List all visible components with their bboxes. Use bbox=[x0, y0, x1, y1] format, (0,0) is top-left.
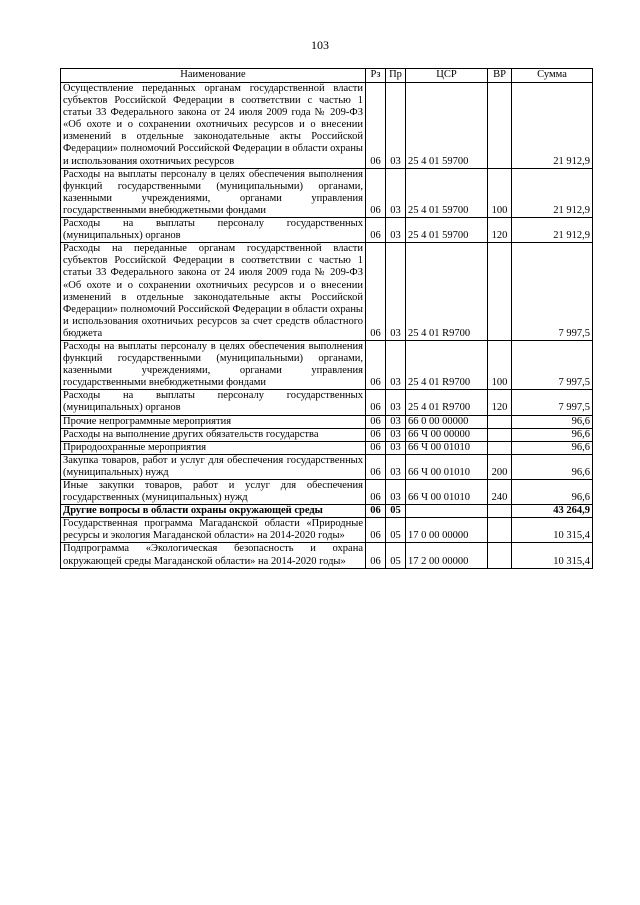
cell-rz: 06 bbox=[366, 168, 386, 217]
cell-rz: 06 bbox=[366, 480, 386, 505]
header-csr: ЦСР bbox=[406, 69, 488, 83]
cell-pr: 03 bbox=[386, 243, 406, 341]
cell-pr: 03 bbox=[386, 441, 406, 454]
cell-csr: 25 4 01 59700 bbox=[406, 218, 488, 243]
table-row bbox=[61, 340, 593, 389]
cell-vr: 100 bbox=[488, 340, 512, 389]
cell-rz: 06 bbox=[366, 518, 386, 543]
cell-name: Государственная программа Магаданской области «Природные ресурсы и экология Магаданской области» на 2014-2020 годы» bbox=[61, 518, 366, 543]
cell-sum: 96,6 bbox=[512, 480, 593, 505]
cell-csr: 66 Ч 00 00000 bbox=[406, 428, 488, 441]
cell-vr: 200 bbox=[488, 454, 512, 479]
cell-csr: 25 4 01 R9700 bbox=[406, 243, 488, 341]
cell-pr: 03 bbox=[386, 83, 406, 169]
cell-sum: 21 912,9 bbox=[512, 218, 593, 243]
header-pr: Пр bbox=[386, 69, 406, 83]
cell-sum: 21 912,9 bbox=[512, 83, 593, 169]
cell-name: Расходы на выплаты персоналу государственных (муниципальных) органов bbox=[61, 218, 366, 243]
cell-csr: 25 4 01 R9700 bbox=[406, 390, 488, 415]
cell-name: Расходы на переданные органам государственной власти субъектов Российской Федерации в соответствии с частью 1 статьи 33 Федерального закона от 24 июля 2009 года № 209-ФЗ «Об охоте и о сохранении охотничьих ресурсов и о внесении изменений в отдельные законодательные акты Российской Федерации» полномочий Российской Федерации в области охраны и использования охотничьих ресурсов за счет средств областного бюджета bbox=[61, 243, 366, 341]
cell-vr bbox=[488, 243, 512, 341]
cell-rz: 06 bbox=[366, 83, 386, 169]
header-vr: ВР bbox=[488, 69, 512, 83]
table-row bbox=[61, 543, 593, 568]
cell-sum: 21 912,9 bbox=[512, 168, 593, 217]
cell-rz: 06 bbox=[366, 441, 386, 454]
cell-vr: 240 bbox=[488, 480, 512, 505]
cell-name: Прочие непрограммные мероприятия bbox=[61, 415, 366, 428]
table-row bbox=[61, 441, 593, 454]
cell-pr: 05 bbox=[386, 518, 406, 543]
page-number: 103 bbox=[311, 38, 329, 52]
cell-sum: 7 997,5 bbox=[512, 340, 593, 389]
cell-sum: 96,6 bbox=[512, 454, 593, 479]
cell-rz: 06 bbox=[366, 415, 386, 428]
cell-name: Иные закупки товаров, работ и услуг для обеспечения государственных (муниципальных) нужд bbox=[61, 480, 366, 505]
cell-csr: 17 0 00 00000 bbox=[406, 518, 488, 543]
header-rz: Рз bbox=[366, 69, 386, 83]
table-row bbox=[61, 243, 593, 341]
budget-table bbox=[60, 68, 593, 569]
cell-sum: 96,6 bbox=[512, 415, 593, 428]
table-row bbox=[61, 505, 593, 518]
cell-sum: 96,6 bbox=[512, 428, 593, 441]
cell-name: Расходы на выполнение других обязательств государства bbox=[61, 428, 366, 441]
cell-vr bbox=[488, 415, 512, 428]
cell-pr: 03 bbox=[386, 415, 406, 428]
cell-csr: 66 Ч 00 01010 bbox=[406, 441, 488, 454]
cell-rz: 06 bbox=[366, 543, 386, 568]
cell-sum: 10 315,4 bbox=[512, 543, 593, 568]
cell-sum: 43 264,9 bbox=[512, 505, 593, 518]
header-name: Наименование bbox=[61, 69, 366, 83]
cell-vr bbox=[488, 83, 512, 169]
cell-rz: 06 bbox=[366, 428, 386, 441]
cell-pr: 03 bbox=[386, 480, 406, 505]
cell-csr: 25 4 01 59700 bbox=[406, 83, 488, 169]
table-row bbox=[61, 83, 593, 169]
cell-name: Расходы на выплаты персоналу государственных (муниципальных) органов bbox=[61, 390, 366, 415]
cell-name: Осуществление переданных органам государственной власти субъектов Российской Федерации в соответствии с частью 1 статьи 33 Федерального закона от 24 июля 2009 года № 209-ФЗ «Об охоте и о сохранении охотничьих ресурсов и о внесении изменений в отдельные законодательные акты Российской Федерации» полномочий Российской Федерации в области охраны и использования охотничьих ресурсов bbox=[61, 83, 366, 169]
cell-name: Природоохранные мероприятия bbox=[61, 441, 366, 454]
cell-pr: 03 bbox=[386, 390, 406, 415]
cell-sum: 10 315,4 bbox=[512, 518, 593, 543]
table-row bbox=[61, 454, 593, 479]
table-header-row bbox=[61, 69, 593, 83]
cell-vr bbox=[488, 428, 512, 441]
cell-name: Расходы на выплаты персоналу в целях обеспечения выполнения функций государственными (муниципальными) органами, казенными учреждениями, органами управления государственными внебюджетными фондами bbox=[61, 168, 366, 217]
cell-pr: 03 bbox=[386, 218, 406, 243]
cell-rz: 06 bbox=[366, 218, 386, 243]
cell-pr: 03 bbox=[386, 454, 406, 479]
cell-sum: 96,6 bbox=[512, 441, 593, 454]
cell-vr: 100 bbox=[488, 168, 512, 217]
cell-csr: 17 2 00 00000 bbox=[406, 543, 488, 568]
cell-pr: 03 bbox=[386, 340, 406, 389]
table-row bbox=[61, 480, 593, 505]
cell-rz: 06 bbox=[366, 340, 386, 389]
cell-sum: 7 997,5 bbox=[512, 390, 593, 415]
table-row bbox=[61, 415, 593, 428]
cell-name: Закупка товаров, работ и услуг для обеспечения государственных (муниципальных) нужд bbox=[61, 454, 366, 479]
cell-vr bbox=[488, 505, 512, 518]
cell-name: Расходы на выплаты персоналу в целях обеспечения выполнения функций государственными (муниципальными) органами, казенными учреждениями, органами управления государственными внебюджетными фондами bbox=[61, 340, 366, 389]
table-row bbox=[61, 428, 593, 441]
table-row bbox=[61, 218, 593, 243]
table-row bbox=[61, 518, 593, 543]
header-sum: Сумма bbox=[512, 69, 593, 83]
cell-csr: 66 Ч 00 01010 bbox=[406, 480, 488, 505]
cell-pr: 05 bbox=[386, 543, 406, 568]
cell-vr: 120 bbox=[488, 390, 512, 415]
cell-pr: 03 bbox=[386, 428, 406, 441]
cell-csr: 25 4 01 R9700 bbox=[406, 340, 488, 389]
cell-csr bbox=[406, 505, 488, 518]
cell-rz: 06 bbox=[366, 454, 386, 479]
cell-vr: 120 bbox=[488, 218, 512, 243]
cell-rz: 06 bbox=[366, 243, 386, 341]
cell-vr bbox=[488, 518, 512, 543]
cell-pr: 03 bbox=[386, 168, 406, 217]
cell-name: Подпрограмма «Экологическая безопасность и охрана окружающей среды Магаданской области» на 2014-2020 годы» bbox=[61, 543, 366, 568]
table-row bbox=[61, 390, 593, 415]
cell-rz: 06 bbox=[366, 390, 386, 415]
cell-rz: 06 bbox=[366, 505, 386, 518]
cell-pr: 05 bbox=[386, 505, 406, 518]
table-row bbox=[61, 168, 593, 217]
cell-name: Другие вопросы в области охраны окружающей среды bbox=[61, 505, 366, 518]
cell-csr: 66 0 00 00000 bbox=[406, 415, 488, 428]
cell-csr: 66 Ч 00 01010 bbox=[406, 454, 488, 479]
cell-sum: 7 997,5 bbox=[512, 243, 593, 341]
cell-csr: 25 4 01 59700 bbox=[406, 168, 488, 217]
cell-vr bbox=[488, 441, 512, 454]
cell-vr bbox=[488, 543, 512, 568]
